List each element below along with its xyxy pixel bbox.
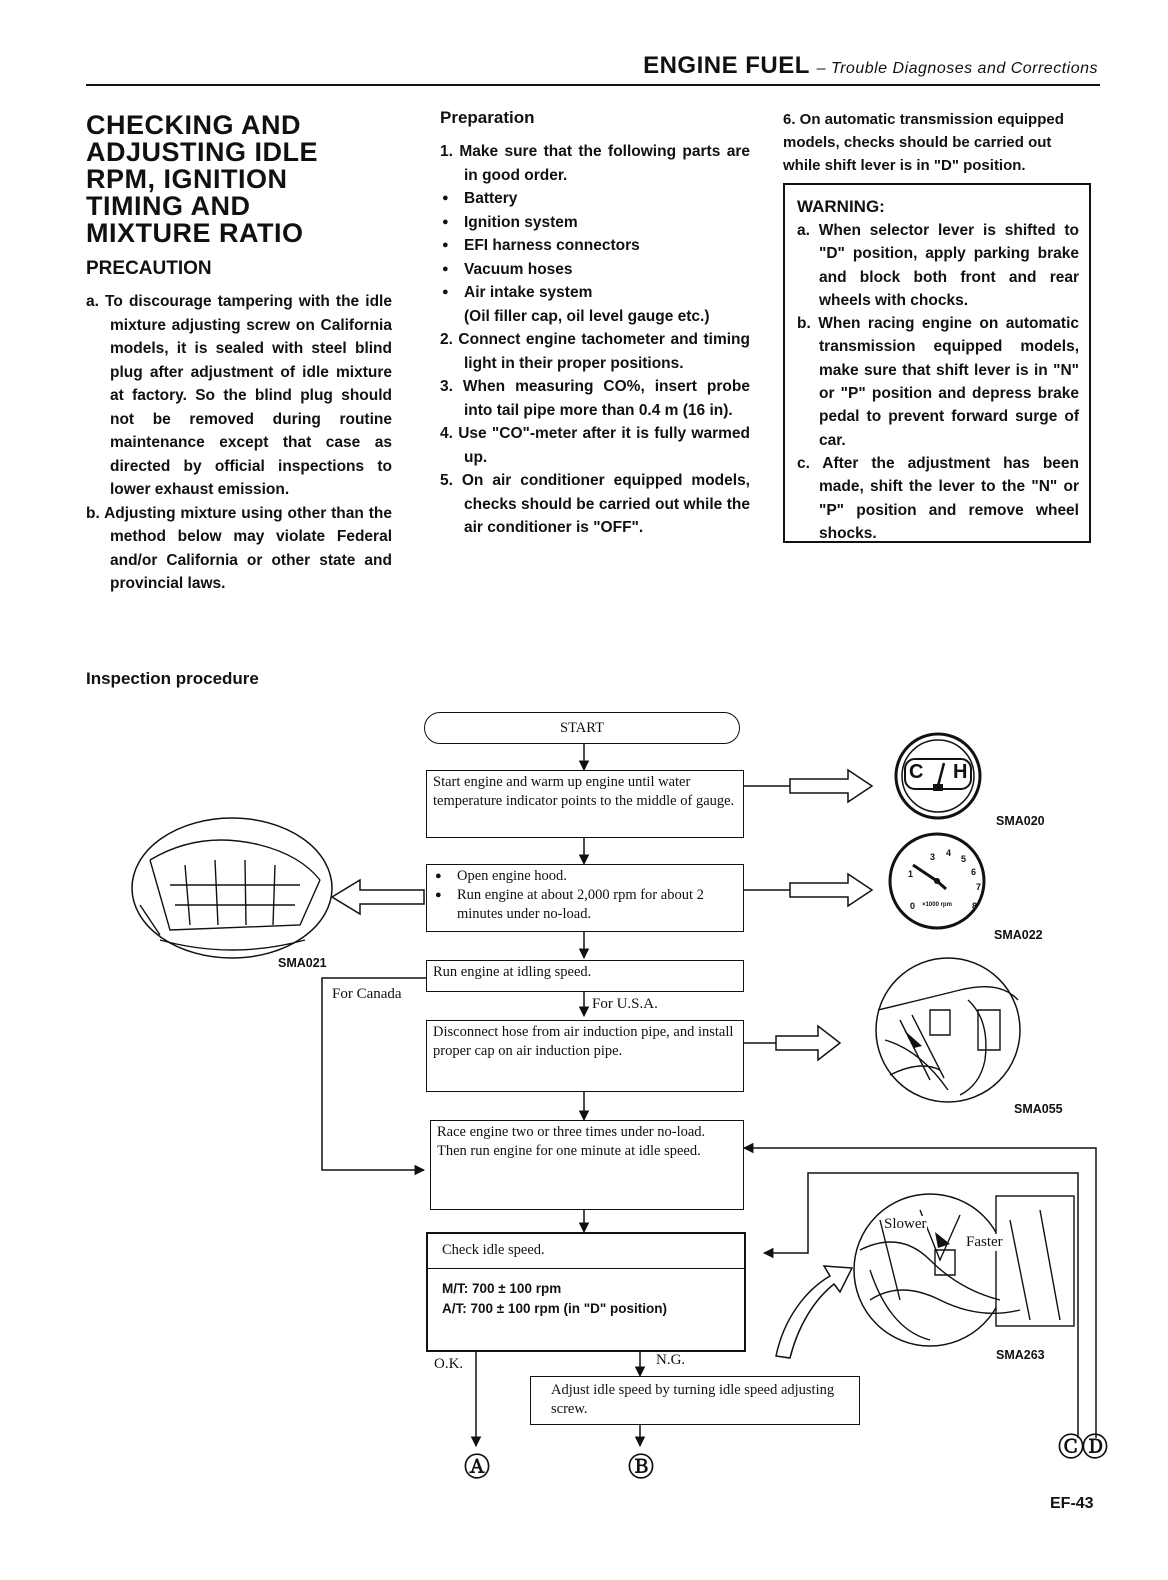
- prep-step: 4. Use "CO"-meter after it is fully warmed up.: [440, 425, 750, 466]
- flow-bullet: ● Open engine hood.: [433, 867, 737, 886]
- prep-part: ● Battery: [440, 187, 750, 211]
- spec-at: A/T: 700 ± 100 rpm (in "D" position): [442, 1301, 667, 1316]
- figure-label-sma263: SMA263: [996, 1348, 1045, 1362]
- prep-part: ● Vacuum hoses: [440, 258, 750, 282]
- check-specs: [428, 1269, 744, 1319]
- flow-bullet: ● Run engine at about 2,000 rpm for about 2 minutes under no-load.: [433, 886, 737, 924]
- ok-label: O.K.: [434, 1356, 464, 1372]
- prep-step: 2. Connect engine tachometer and timing light in their proper positions.: [440, 331, 750, 372]
- inspection-heading: Inspection procedure: [86, 669, 259, 688]
- figure-label-sma022: SMA022: [994, 928, 1043, 942]
- warning-item: c. After the adjustment has been made, shift the lever to the "N" or "P" position and remove wheel shocks.: [797, 454, 1079, 542]
- page-header: ENGINE FUEL – Trouble Diagnoses and Corrections: [643, 52, 1098, 79]
- figure-label-sma021: SMA021: [278, 956, 327, 970]
- title-line: RPM, IGNITION: [86, 164, 288, 194]
- gauge-c-label: C: [909, 761, 924, 783]
- prep-part: ● Air intake system: [440, 281, 750, 305]
- tach-mark: 6: [971, 867, 977, 877]
- flow-adjust-idle: Adjust idle speed by turning idle speed adjusting screw.: [530, 1376, 860, 1425]
- header-subtitle: Trouble Diagnoses and Corrections: [831, 60, 1098, 77]
- title-line: CHECKING AND: [86, 110, 301, 140]
- precaution-heading: PRECAUTION: [86, 258, 212, 279]
- faster-label: Faster: [966, 1234, 1003, 1250]
- prep-part: ● Ignition system: [440, 211, 750, 235]
- flow-start: START: [424, 712, 740, 744]
- tach-mark: 7: [976, 882, 982, 892]
- flow-step-warm-up: Start engine and warm up engine until water temperature indicator points to the middle of gauge.: [426, 770, 744, 838]
- connector-c: Ⓒ: [1058, 1432, 1085, 1462]
- tach-mark: 1: [908, 869, 914, 879]
- flow-step-race-engine: Race engine two or three times under no-load. Then run engine for one minute at idle speed.: [430, 1120, 744, 1210]
- precaution-item: b. Adjusting mixture using other than the method below may violate Federal and/or California or other state and provincial laws.: [86, 504, 392, 592]
- flow-step-disconnect-hose: Disconnect hose from air induction pipe, and install proper cap on air induction pipe.: [426, 1020, 744, 1092]
- for-usa-label: For U.S.A.: [592, 996, 658, 1012]
- check-title: Check idle speed.: [428, 1234, 744, 1269]
- title-line: ADJUSTING IDLE: [86, 137, 319, 167]
- tach-mark: 3: [930, 852, 936, 862]
- ng-label: N.G.: [656, 1352, 686, 1368]
- slower-label: Slower: [884, 1216, 927, 1232]
- prep-part: ● EFI harness connectors: [440, 234, 750, 258]
- prep-parts-note: (Oil filler cap, oil level gauge etc.): [464, 307, 710, 325]
- spec-mt: M/T: 700 ± 100 rpm: [442, 1281, 562, 1296]
- precaution-item: a. To discourage tampering with the idle mixture adjusting screw on California models, it is sealed with steel blind plug after adjustment of idle mixture at factory. So the blind plug should not be removed during routine maintenance except that case as directed by official inspections to lower exhaust emission.: [86, 293, 392, 498]
- connector-b: Ⓑ: [628, 1452, 655, 1482]
- header-section: ENGINE FUEL: [643, 52, 810, 79]
- connector-a: Ⓐ: [464, 1452, 491, 1482]
- warning-item: b. When racing engine on automatic transmission equipped models, make sure that shift lever is in "N" or "P" position and depress brake pedal to prevent forward surge of car.: [797, 315, 1079, 449]
- tach-mark: 5: [961, 854, 967, 864]
- figure-label-sma055: SMA055: [1014, 1102, 1063, 1116]
- warning-item: a. When selector lever is shifted to "D" position, apply parking brake and block both front and rear wheels with chocks.: [797, 222, 1079, 309]
- preparation-heading: Preparation: [440, 108, 535, 127]
- flow-step-open-hood: [426, 864, 744, 932]
- flow-check-idle-speed: [426, 1232, 746, 1352]
- tach-mark: 4: [946, 848, 952, 858]
- step-6: 6. On automatic transmission equipped models, checks should be carried out while shift lever is in "D" position.: [783, 111, 1064, 174]
- page-number: EF-43: [1050, 1495, 1094, 1512]
- prep-step: 1. Make sure that the following parts are in good order.: [440, 143, 750, 184]
- warning-title: WARNING:: [797, 197, 885, 216]
- gauge-h-label: H: [953, 761, 968, 783]
- tach-mark: 0: [910, 901, 916, 911]
- flow-step-idle: Run engine at idling speed.: [426, 960, 744, 992]
- tach-unit: ×1000 rpm: [922, 902, 952, 908]
- tach-mark: 8: [972, 901, 978, 911]
- title-line: MIXTURE RATIO: [86, 218, 304, 248]
- prep-step: 5. On air conditioner equipped models, checks should be carried out while the air conditioner is "OFF".: [440, 472, 750, 536]
- figure-label-sma020: SMA020: [996, 814, 1045, 828]
- prep-step: 3. When measuring CO%, insert probe into tail pipe more than 0.4 m (16 in).: [440, 378, 750, 419]
- title-line: TIMING AND: [86, 191, 251, 221]
- connector-d: Ⓓ: [1082, 1432, 1109, 1462]
- for-canada-label: For Canada: [332, 986, 402, 1002]
